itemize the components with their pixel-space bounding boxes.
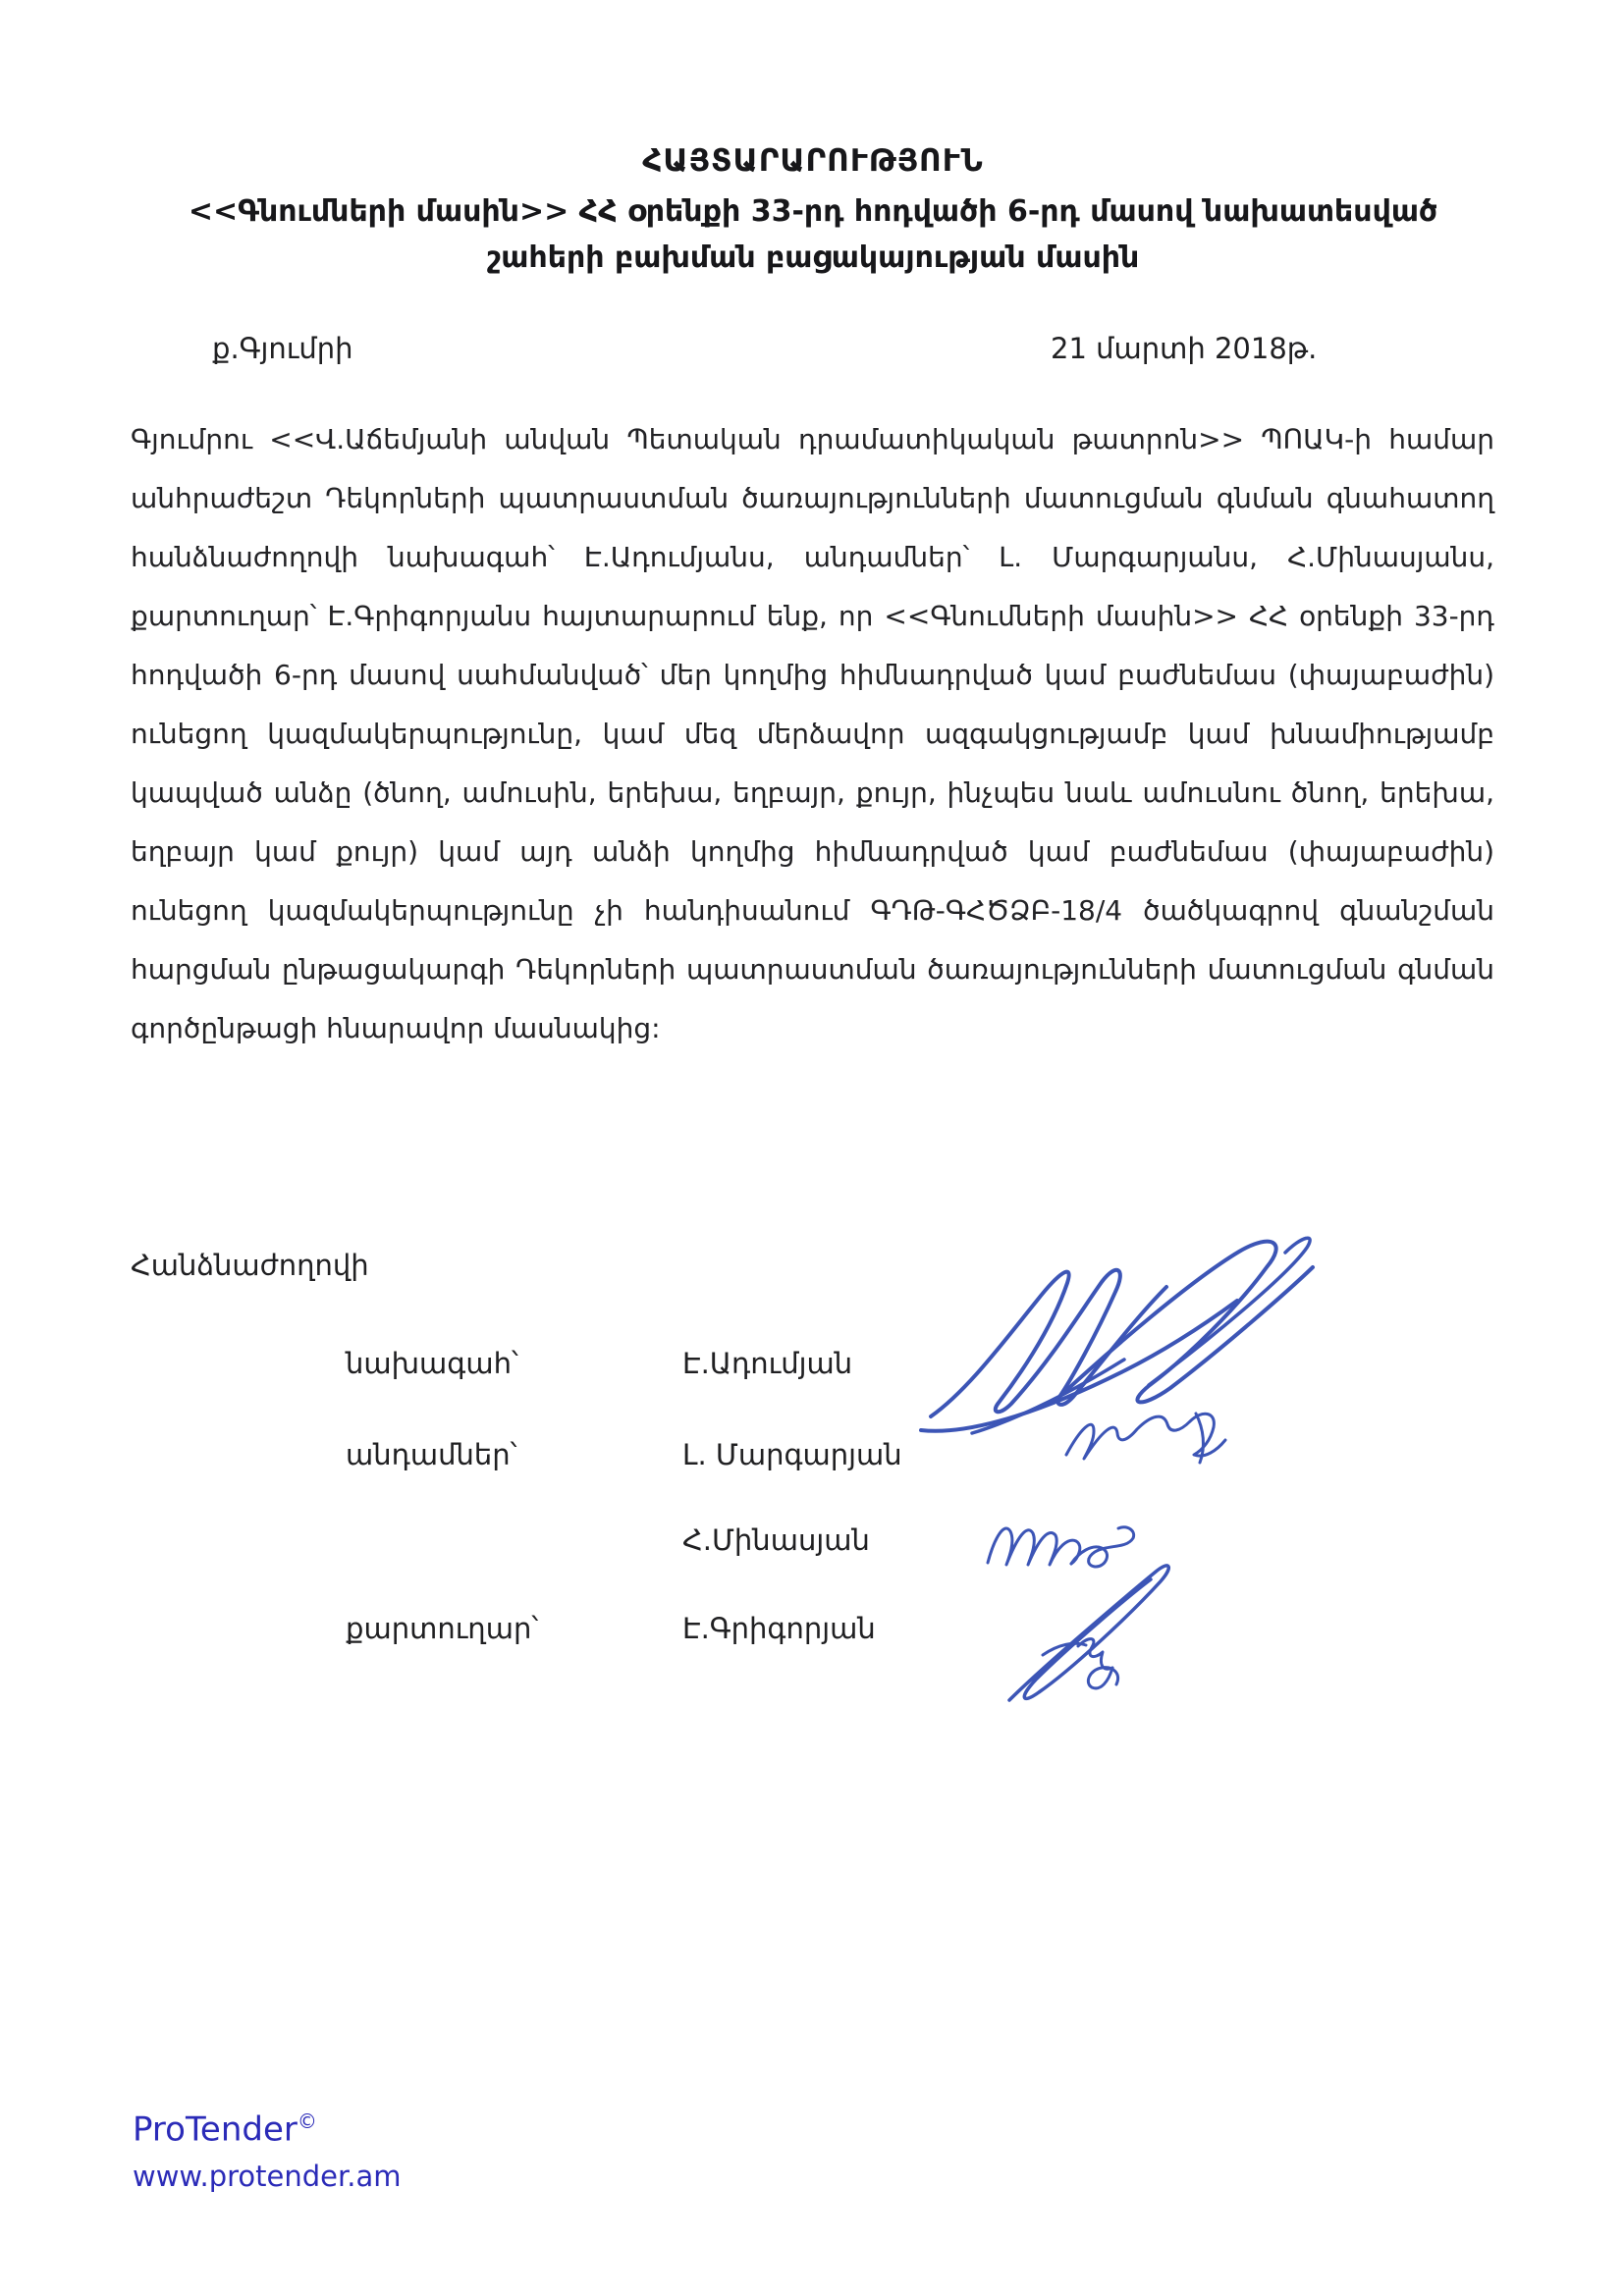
declaration-body-paragraph: Գյումրու <<Վ.Աճեմյանի անվան Պետական դրամատիկական թատրոն>> ՊՈԱԿ-ի համար անհրաժեշտ Դեկորների պատրաստման ծառայությունների մատուցման գնման գնահատող հանձնաժողովի նախագահ՝ Է.Ադումյանս, անդամներ՝ Լ. Մարգարյանս, Հ.Մինասյանս, քարտուղար՝ Է.Գրիգորյանս հայտարարում ենք, որ <<Գնումների մասին>> ՀՀ օրենքի 33-րդ հոդվածի 6-րդ մասով սահմանված՝ մեր կողմից հիմնադրված կամ բաժնեմաս (փայաբաժին) ունեցող կազմակերպությունը, կամ մեզ մերձավոր ազգակցությամբ կամ խնամիությամբ կապված անձը (ծնող, ամուսին, երեխա, եղբայր, քույր, ինչպես նաև ամուսնու ծնող, երեխա, եղբայր կամ քույր) կամ այդ անձի կողմից հիմնադրված կամ բաժնեմաս (փայաբաժին) ունեցող կազմակերպությունը չի հանդիսանում ԳԴԹ-ԳՀԾՁԲ-18/4 ծածկագրով գնանշման հարցման ընթացակարգի Դեկորների պատրաստման ծառայությունների մատուցման գնման գործընթացի հնարավոր մասնակից:: [131, 423, 1494, 1044]
place-date-row: [131, 332, 1495, 375]
document-subtitle-line-2: շահերի բախման բացակայության մասին: [486, 240, 1140, 275]
signature-name-member-1: Լ. Մարգարյան: [682, 1438, 902, 1471]
protender-logo: [133, 2103, 402, 2148]
document-subtitle-line-1: <<Գնումների մասին>> ՀՀ օրենքի 33-րդ հոդվածի 6-րդ մասով նախատեսված: [188, 194, 1438, 229]
signature-block-heading: Հանձնաժողովի: [131, 1249, 369, 1282]
signature-label-secretary: քարտուղար՝: [346, 1612, 539, 1645]
signature-name-secretary: Է.Գրիգորյան: [682, 1612, 876, 1645]
protender-footer: [133, 2103, 402, 2193]
document-date: 21 մարտի 2018թ.: [1051, 332, 1318, 365]
protender-url: www.protender.am: [133, 2160, 402, 2194]
document-header: [131, 143, 1495, 281]
signature-label-chairman: նախագահ՝: [346, 1347, 518, 1380]
protender-brand-text: ProTender: [133, 2109, 298, 2150]
signature-name-member-2: Հ.Մինասյան: [682, 1523, 870, 1557]
document-place: ք.Գյումրի: [212, 332, 353, 365]
copyright-mark: ©: [297, 2109, 317, 2133]
handwritten-signature-member-1: [1058, 1390, 1230, 1483]
handwritten-signature-secretary: [992, 1551, 1188, 1713]
document-title: ՀԱՅՏԱՐԱՐՈՒԹՅՈՒՆ: [642, 143, 984, 179]
signature-name-chairman: Է.Ադումյան: [682, 1347, 853, 1380]
signature-label-members: անդամներ՝: [346, 1438, 517, 1471]
